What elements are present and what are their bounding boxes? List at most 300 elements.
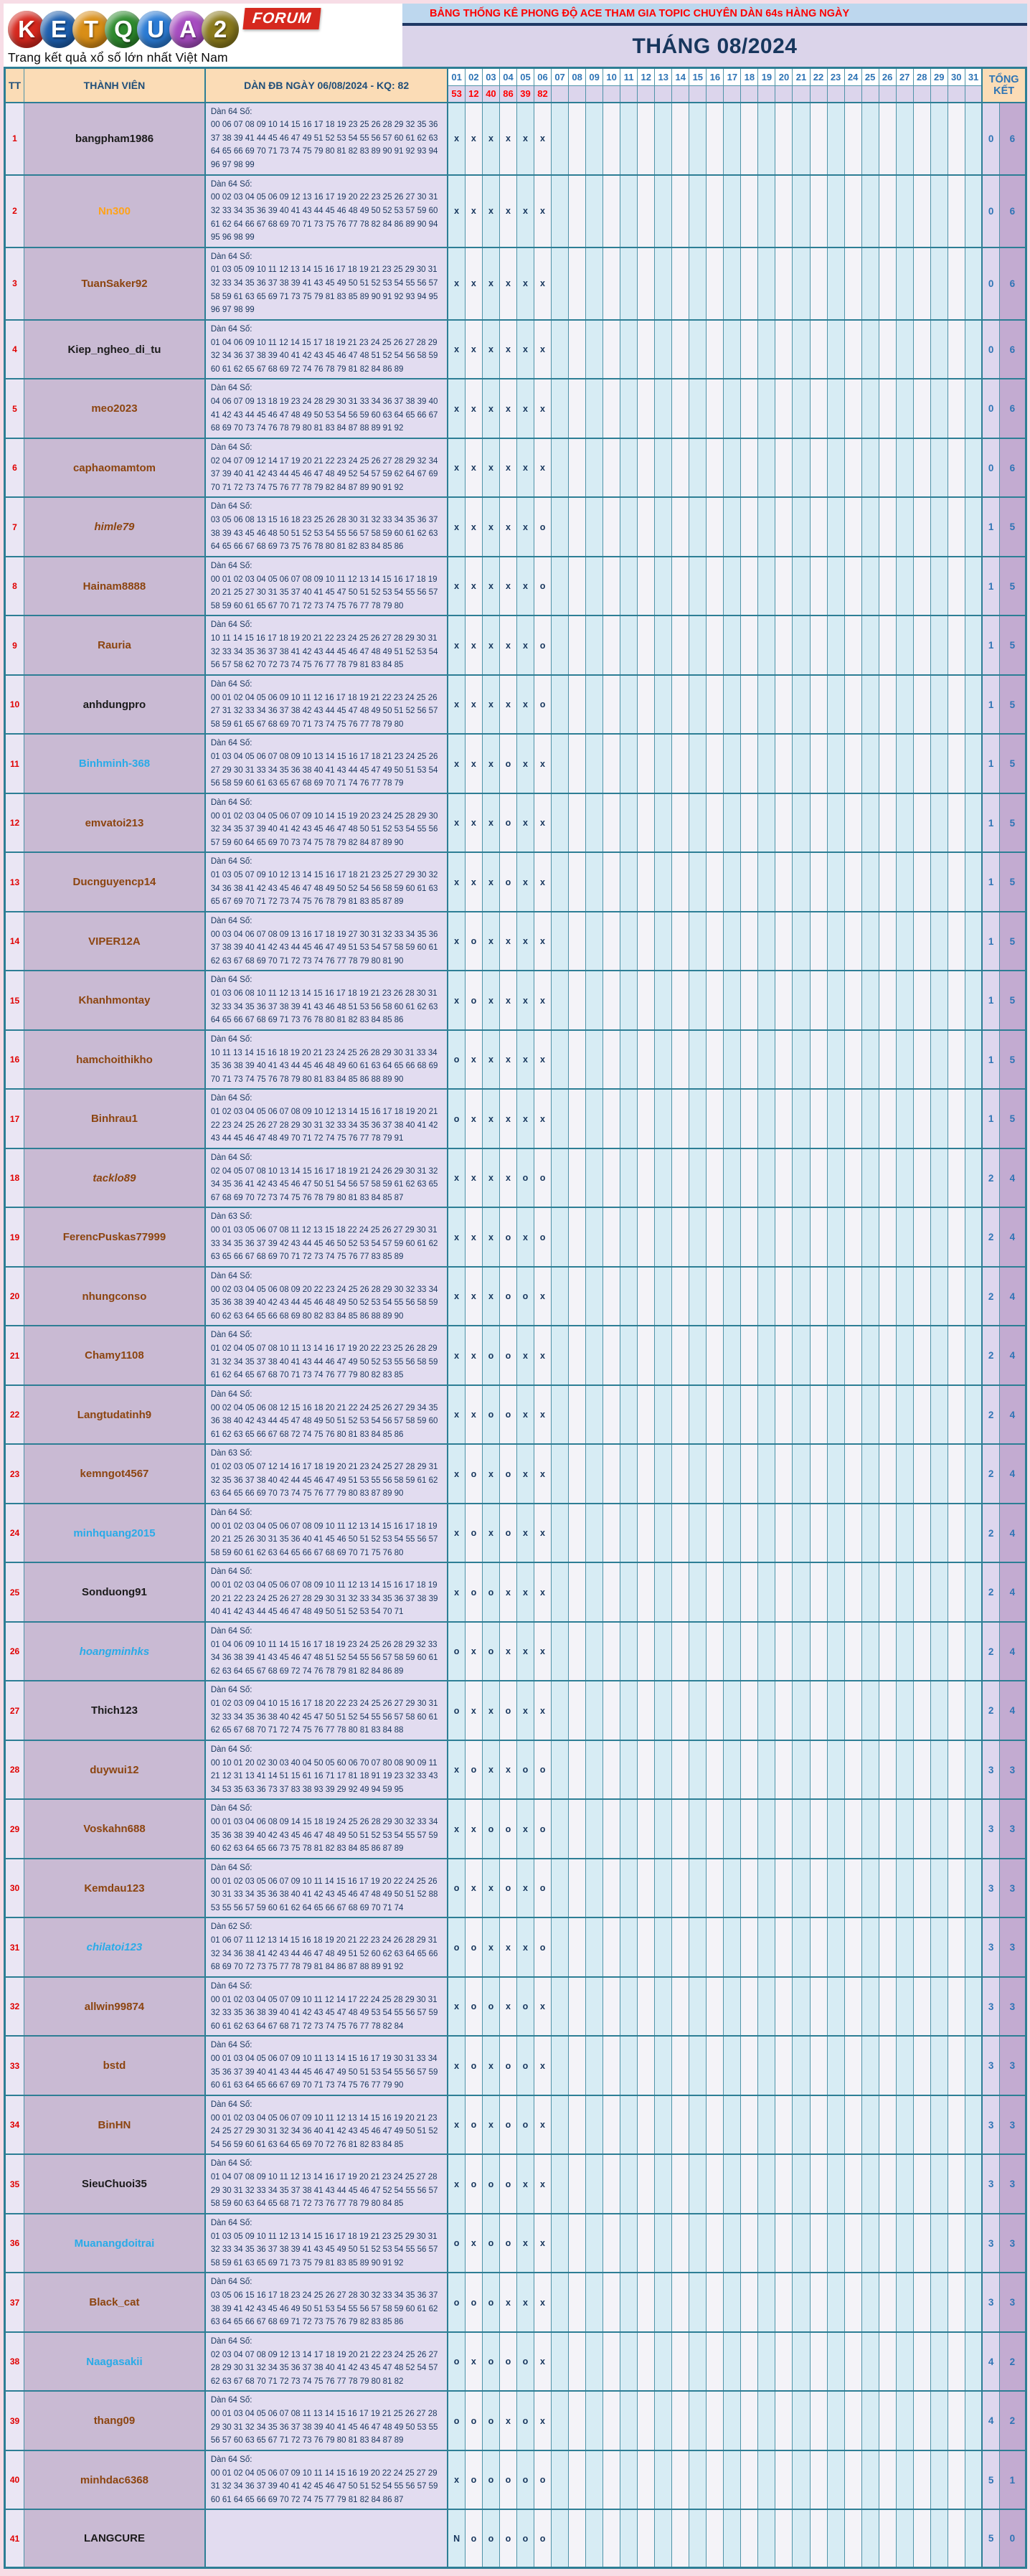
day-mark-cell: x <box>516 1207 534 1267</box>
member-name-link[interactable]: Rauria <box>98 639 131 652</box>
day-mark-cell <box>569 1444 586 1504</box>
day-mark-cell <box>586 2095 603 2155</box>
dan-cell <box>205 2095 448 2155</box>
day-mark-cell <box>861 1977 879 2037</box>
site-logo[interactable] <box>4 4 402 67</box>
day-mark-cell <box>861 557 879 616</box>
day-mark-cell <box>655 1148 672 1208</box>
day-mark-cell <box>879 247 896 320</box>
day-mark-cell: o <box>448 2332 465 2392</box>
member-name-link[interactable]: Binhminh-368 <box>78 758 151 770</box>
day-column-header: 22 <box>810 68 827 86</box>
day-mark-cell <box>707 1977 724 2037</box>
member-name-link[interactable]: Khanhmontay <box>78 994 151 1007</box>
day-mark-cell <box>620 438 638 498</box>
day-mark-cell <box>879 1917 896 1977</box>
day-mark-cell: o <box>499 2450 516 2510</box>
day-mark-cell <box>775 379 793 438</box>
day-mark-cell <box>930 175 948 247</box>
day-mark-cell <box>552 734 569 793</box>
member-name-link[interactable]: Langtudatinh9 <box>77 1408 152 1421</box>
day-mark-cell <box>552 1917 569 1977</box>
day-mark-cell <box>672 2450 689 2510</box>
dan-numbers: 01 04 06 09 10 11 12 14 15 17 18 19 21 23 24 25 26 27 28 29 32 34 36 37 38 39 40 41 42 43 45 46 47 48 51 52 54 56 58 59 60 61 62 65 67 68 69 72 74 76 78 79 81 82 84 86 89 <box>210 338 438 374</box>
day-mark-cell <box>930 1504 948 1563</box>
day-mark-cell: x <box>448 1977 465 2037</box>
day-mark-cell <box>758 1977 775 2037</box>
member-name-link[interactable]: FerencPuskas77999 <box>62 1231 166 1244</box>
day-mark-cell: x <box>482 1148 499 1208</box>
day-mark-cell: x <box>516 852 534 912</box>
day-mark-cell <box>793 793 810 853</box>
day-mark-cell <box>930 1799 948 1859</box>
day-mark-cell <box>948 1089 965 1148</box>
day-mark-cell <box>689 2332 707 2392</box>
day-mark-cell <box>793 675 810 735</box>
day-mark-cell <box>569 2036 586 2095</box>
day-mark-cell: x <box>465 1267 482 1326</box>
tt-cell: 12 <box>5 793 24 853</box>
member-name-link[interactable]: bstd <box>103 2060 126 2072</box>
day-mark-cell <box>879 2154 896 2214</box>
member-name-link[interactable]: chilatoi123 <box>86 1941 143 1954</box>
member-row <box>5 734 1026 793</box>
day-mark-cell <box>896 1444 913 1504</box>
day-mark-cell <box>741 852 758 912</box>
day-mark-cell: o <box>448 1030 465 1090</box>
day-mark-cell <box>552 557 569 616</box>
day-mark-cell: x <box>516 103 534 175</box>
day-mark-cell <box>913 320 930 379</box>
day-mark-cell <box>586 1859 603 1918</box>
total-miss-cell: 5 <box>982 2450 999 2510</box>
day-mark-cell <box>620 1977 638 2037</box>
day-mark-cell <box>707 1740 724 1800</box>
day-mark-cell: o <box>534 615 552 675</box>
day-mark-cell <box>965 497 982 557</box>
day-mark-cell <box>965 734 982 793</box>
day-mark-cell <box>741 1622 758 1681</box>
kq-value: 12 <box>465 86 482 103</box>
member-name-link[interactable]: BinHN <box>98 2118 131 2131</box>
day-mark-cell <box>603 2214 620 2273</box>
day-mark-cell <box>844 1148 861 1208</box>
day-mark-cell <box>810 175 827 247</box>
day-mark-cell <box>620 1444 638 1504</box>
day-mark-cell <box>655 379 672 438</box>
day-mark-cell <box>707 793 724 853</box>
day-mark-cell <box>930 1444 948 1504</box>
day-mark-cell <box>810 2391 827 2450</box>
day-mark-cell <box>879 852 896 912</box>
day-mark-cell: x <box>482 1444 499 1504</box>
day-mark-cell <box>827 852 844 912</box>
member-name-cell <box>24 793 205 853</box>
member-row <box>5 1148 1026 1208</box>
day-mark-cell <box>827 2214 844 2273</box>
day-mark-cell <box>741 247 758 320</box>
day-mark-cell <box>638 1267 655 1326</box>
dan-cell <box>205 793 448 853</box>
member-name-link[interactable]: Hainam8888 <box>82 580 146 593</box>
day-mark-cell <box>879 557 896 616</box>
day-mark-cell <box>827 1504 844 1563</box>
day-mark-cell: x <box>465 1148 482 1208</box>
day-mark-cell <box>741 2509 758 2567</box>
kq-value <box>827 86 844 103</box>
day-mark-cell <box>775 2214 793 2273</box>
day-mark-cell <box>896 2154 913 2214</box>
member-name-link[interactable]: minhdac6368 <box>80 2473 148 2486</box>
day-mark-cell <box>793 1917 810 1977</box>
day-mark-cell: x <box>534 2391 552 2450</box>
day-mark-cell <box>620 1562 638 1622</box>
day-mark-cell <box>724 497 741 557</box>
day-mark-cell: o <box>499 2036 516 2095</box>
member-column-header: THÀNH VIÊN <box>24 68 205 103</box>
tt-cell: 25 <box>5 1562 24 1622</box>
day-mark-cell <box>827 497 844 557</box>
kq-value: 86 <box>499 86 516 103</box>
dan-cell <box>205 2036 448 2095</box>
dan-label: Dàn 64 Số: <box>210 2396 252 2405</box>
day-mark-cell <box>586 1977 603 2037</box>
tt-cell: 7 <box>5 497 24 557</box>
day-mark-cell <box>586 103 603 175</box>
day-mark-cell <box>775 912 793 971</box>
dan-label: Dàn 64 Số: <box>210 1626 252 1636</box>
total-miss-cell: 3 <box>982 2273 999 2332</box>
tt-cell: 39 <box>5 2391 24 2450</box>
kq-value <box>896 86 913 103</box>
day-mark-cell <box>603 2154 620 2214</box>
day-column-header: 21 <box>793 68 810 86</box>
day-mark-cell <box>603 2095 620 2155</box>
member-name-link[interactable]: allwin99874 <box>84 2000 145 2013</box>
member-name-link[interactable]: thang09 <box>93 2415 136 2428</box>
kq-value <box>586 86 603 103</box>
day-mark-cell <box>948 1207 965 1267</box>
day-mark-cell <box>827 675 844 735</box>
day-mark-cell <box>913 379 930 438</box>
day-mark-cell <box>638 2036 655 2095</box>
member-name-link[interactable]: nhungconso <box>82 1290 147 1303</box>
day-mark-cell <box>569 1562 586 1622</box>
day-mark-cell <box>655 438 672 498</box>
day-mark-cell <box>896 1504 913 1563</box>
day-mark-cell <box>930 1385 948 1445</box>
day-mark-cell <box>827 912 844 971</box>
day-mark-cell <box>586 247 603 320</box>
day-mark-cell <box>586 1326 603 1385</box>
day-mark-cell <box>810 2154 827 2214</box>
day-mark-cell <box>707 2095 724 2155</box>
member-name-link[interactable]: TuanSaker92 <box>81 277 148 290</box>
day-column-header: 26 <box>879 68 896 86</box>
day-mark-cell <box>638 2214 655 2273</box>
dan-cell <box>205 615 448 675</box>
day-mark-cell <box>638 2391 655 2450</box>
tt-column-header: TT <box>5 68 24 103</box>
member-name-link[interactable]: Ducnguyencp14 <box>72 876 156 889</box>
day-mark-cell: x <box>448 103 465 175</box>
day-mark-cell <box>913 1267 930 1326</box>
day-mark-cell <box>758 852 775 912</box>
day-mark-cell <box>586 2214 603 2273</box>
member-name-link[interactable]: kemngot4567 <box>80 1468 149 1481</box>
day-mark-cell <box>810 2214 827 2273</box>
day-mark-cell: o <box>465 1444 482 1504</box>
total-hit-cell: 5 <box>999 497 1026 557</box>
member-row <box>5 1504 1026 1563</box>
day-mark-cell <box>655 912 672 971</box>
day-mark-cell <box>672 2095 689 2155</box>
day-mark-cell <box>775 557 793 616</box>
total-miss-cell: 1 <box>982 1089 999 1148</box>
day-mark-cell <box>672 1444 689 1504</box>
day-mark-cell <box>948 320 965 379</box>
day-mark-cell <box>689 1504 707 1563</box>
day-mark-cell <box>724 1267 741 1326</box>
day-mark-cell: x <box>534 852 552 912</box>
day-mark-cell <box>844 103 861 175</box>
day-mark-cell <box>896 1148 913 1208</box>
member-name-link[interactable]: anhdungpro <box>82 698 146 711</box>
day-mark-cell <box>689 247 707 320</box>
tt-cell: 13 <box>5 852 24 912</box>
day-mark-cell: o <box>534 1859 552 1918</box>
member-name-link[interactable]: Naagasakii <box>86 2355 143 2368</box>
day-mark-cell <box>758 1385 775 1445</box>
day-mark-cell <box>724 379 741 438</box>
day-mark-cell <box>965 2273 982 2332</box>
day-mark-cell <box>689 2273 707 2332</box>
member-name-link[interactable]: Sonduong91 <box>82 1586 147 1599</box>
member-name-link[interactable]: Thich123 <box>90 1704 138 1717</box>
day-mark-cell <box>948 1977 965 2037</box>
day-mark-cell <box>741 1089 758 1148</box>
day-mark-cell <box>913 2154 930 2214</box>
day-mark-cell <box>569 557 586 616</box>
day-mark-cell <box>569 1622 586 1681</box>
day-mark-cell: x <box>482 793 499 853</box>
day-mark-cell: x <box>465 438 482 498</box>
member-name-cell <box>24 1089 205 1148</box>
day-mark-cell <box>861 2509 879 2567</box>
day-mark-cell: x <box>534 1977 552 2037</box>
member-name-link[interactable]: meo2023 <box>91 402 138 415</box>
day-mark-cell <box>569 1504 586 1563</box>
day-mark-cell: x <box>465 1681 482 1740</box>
day-mark-cell <box>552 2391 569 2450</box>
total-miss-cell: 0 <box>982 379 999 438</box>
day-mark-cell <box>638 1622 655 1681</box>
day-mark-cell <box>879 1681 896 1740</box>
day-mark-cell <box>930 379 948 438</box>
member-name-link[interactable]: himle79 <box>94 521 135 534</box>
member-row <box>5 2391 1026 2450</box>
day-mark-cell: x <box>534 320 552 379</box>
kq-value <box>655 86 672 103</box>
day-mark-cell: x <box>499 912 516 971</box>
day-mark-cell <box>775 793 793 853</box>
day-mark-cell <box>586 1504 603 1563</box>
day-mark-cell <box>707 379 724 438</box>
dan-cell <box>205 1267 448 1326</box>
day-mark-cell <box>775 1207 793 1267</box>
dan-cell <box>205 1859 448 1918</box>
day-mark-cell <box>586 1622 603 1681</box>
day-mark-cell <box>965 1799 982 1859</box>
day-mark-cell: o <box>499 1799 516 1859</box>
dan-label: Dàn 64 Số: <box>210 1567 252 1577</box>
member-name-link[interactable]: bangpham1986 <box>75 132 154 145</box>
day-mark-cell <box>930 2273 948 2332</box>
member-name-link[interactable]: SieuChuoi35 <box>82 2178 147 2191</box>
day-mark-cell <box>861 1385 879 1445</box>
member-name-link[interactable]: Muanangdoitrai <box>74 2237 155 2250</box>
day-mark-cell: o <box>534 1799 552 1859</box>
member-name-link[interactable]: duywui12 <box>90 1763 139 1776</box>
tt-cell: 14 <box>5 912 24 971</box>
day-mark-cell <box>603 497 620 557</box>
day-mark-cell: x <box>499 379 516 438</box>
dan-label: Dàn 64 Số: <box>210 1390 252 1399</box>
day-mark-cell <box>672 557 689 616</box>
member-name-link[interactable]: Kemdau123 <box>84 1882 145 1895</box>
day-mark-cell: x <box>516 497 534 557</box>
day-mark-cell <box>913 1148 930 1208</box>
day-mark-cell <box>552 247 569 320</box>
day-mark-cell <box>775 1504 793 1563</box>
member-name-link[interactable]: VIPER12A <box>88 935 141 948</box>
day-mark-cell: x <box>499 675 516 735</box>
day-mark-cell <box>810 320 827 379</box>
day-mark-cell <box>586 2154 603 2214</box>
day-mark-cell: x <box>534 2036 552 2095</box>
day-mark-cell <box>810 1859 827 1918</box>
day-column-header: 14 <box>672 68 689 86</box>
day-mark-cell: o <box>465 971 482 1030</box>
day-mark-cell: x <box>534 1267 552 1326</box>
day-mark-cell <box>758 2036 775 2095</box>
day-mark-cell <box>689 971 707 1030</box>
day-mark-cell <box>603 1917 620 1977</box>
member-name-link[interactable]: caphaomamtom <box>72 461 156 474</box>
total-hit-cell: 4 <box>999 1681 1026 1740</box>
day-mark-cell <box>689 2391 707 2450</box>
day-mark-cell <box>638 1562 655 1622</box>
day-mark-cell: o <box>516 2332 534 2392</box>
day-mark-cell: x <box>499 247 516 320</box>
day-mark-cell: o <box>465 2095 482 2155</box>
day-mark-cell <box>707 2509 724 2567</box>
total-hit-cell: 5 <box>999 912 1026 971</box>
day-mark-cell <box>913 1326 930 1385</box>
day-mark-cell <box>672 1089 689 1148</box>
day-mark-cell <box>810 1267 827 1326</box>
day-mark-cell <box>775 1385 793 1445</box>
day-mark-cell <box>586 1207 603 1267</box>
member-name-link[interactable]: Chamy1108 <box>85 1349 144 1362</box>
day-mark-cell <box>948 2391 965 2450</box>
member-name-cell <box>24 1504 205 1563</box>
total-hit-cell: 4 <box>999 1148 1026 1208</box>
member-name-link[interactable]: Binhrau1 <box>90 1113 138 1126</box>
member-row <box>5 1917 1026 1977</box>
day-mark-cell <box>913 675 930 735</box>
dan-numbers: 00 03 04 06 07 08 09 13 16 17 18 19 27 30 31 32 33 34 35 36 37 38 39 40 41 42 43 44 45 46 47 49 51 53 54 57 58 59 60 61 62 63 67 68 69 70 71 72 73 74 76 77 78 79 80 81 90 <box>210 930 438 966</box>
day-mark-cell <box>844 1089 861 1148</box>
day-mark-cell <box>793 734 810 793</box>
member-name-link[interactable]: emvatoi213 <box>85 816 144 829</box>
day-mark-cell <box>707 438 724 498</box>
member-row <box>5 497 1026 557</box>
day-mark-cell <box>913 971 930 1030</box>
day-mark-cell <box>896 1562 913 1622</box>
member-name-link[interactable]: Black_cat <box>89 2296 140 2309</box>
day-mark-cell <box>810 1385 827 1445</box>
tt-cell: 6 <box>5 438 24 498</box>
day-mark-cell <box>655 734 672 793</box>
day-mark-cell <box>844 247 861 320</box>
day-mark-cell <box>930 852 948 912</box>
dan-numbers: 00 01 02 04 05 06 07 09 10 11 14 15 16 19 20 22 24 25 27 29 31 32 34 36 37 39 40 41 42 45 46 47 50 51 52 54 55 56 57 59 60 61 64 65 66 69 70 72 74 75 77 79 81 82 84 86 87 <box>210 2468 438 2504</box>
day-mark-cell <box>569 2095 586 2155</box>
day-mark-cell <box>758 1799 775 1859</box>
day-mark-cell <box>827 615 844 675</box>
member-name-link[interactable]: LANGCURE <box>83 2532 145 2545</box>
day-mark-cell <box>810 2036 827 2095</box>
dan-numbers: 00 01 02 03 04 05 06 07 08 09 10 11 12 13 14 15 16 17 18 19 20 21 25 26 30 31 35 36 40 41 45 46 50 51 52 53 54 55 56 57 58 59 60 61 62 63 64 65 66 67 68 69 70 71 75 76 80 <box>210 1521 438 1557</box>
member-name-link[interactable]: tacklo89 <box>93 1171 136 1184</box>
day-mark-cell <box>569 2450 586 2510</box>
day-mark-cell <box>603 1859 620 1918</box>
day-mark-cell <box>689 1622 707 1681</box>
day-mark-cell <box>844 1740 861 1800</box>
day-mark-cell: x <box>465 1385 482 1445</box>
day-mark-cell <box>707 615 724 675</box>
day-mark-cell <box>896 1917 913 1977</box>
dan-cell <box>205 1917 448 1977</box>
day-mark-cell: x <box>448 557 465 616</box>
day-mark-cell <box>896 2509 913 2567</box>
member-name-link[interactable]: hamchoithikho <box>76 1053 153 1066</box>
day-mark-cell <box>948 1859 965 1918</box>
day-mark-cell: o <box>499 734 516 793</box>
day-mark-cell <box>603 557 620 616</box>
dan-numbers: 00 01 03 04 05 06 07 09 10 11 13 14 15 16 17 19 30 31 33 34 35 36 37 39 40 41 43 44 45 46 47 49 50 51 53 54 55 56 57 59 60 61 63 64 65 66 67 69 70 71 73 74 75 76 77 79 90 <box>210 2054 438 2090</box>
dan-cell <box>205 1977 448 2037</box>
dan-cell <box>205 912 448 971</box>
day-mark-cell <box>603 1030 620 1090</box>
day-mark-cell <box>655 793 672 853</box>
member-name-link[interactable]: minhquang2015 <box>73 1527 156 1539</box>
member-name-link[interactable]: Voskahn688 <box>83 1823 146 1836</box>
dan-cell <box>205 1030 448 1090</box>
member-name-link[interactable]: Nn300 <box>98 204 131 217</box>
day-mark-cell <box>655 175 672 247</box>
member-name-link[interactable]: hoangminhks <box>79 1645 150 1658</box>
day-mark-cell <box>758 1148 775 1208</box>
day-mark-cell <box>879 1207 896 1267</box>
day-mark-cell <box>569 1385 586 1445</box>
dan-numbers: 00 10 01 20 02 30 03 40 04 50 05 60 06 70 07 80 08 90 09 11 21 12 31 13 41 14 51 15 61 16 71 17 81 18 91 19 23 32 33 43 34 53 35 63 36 73 37 83 38 93 39 29 92 49 94 59 95 <box>210 1758 438 1794</box>
total-miss-cell: 0 <box>982 320 999 379</box>
day-mark-cell <box>689 1681 707 1740</box>
day-mark-cell <box>827 1326 844 1385</box>
member-name-link[interactable]: Kiep_ngheo_di_tu <box>67 343 161 356</box>
